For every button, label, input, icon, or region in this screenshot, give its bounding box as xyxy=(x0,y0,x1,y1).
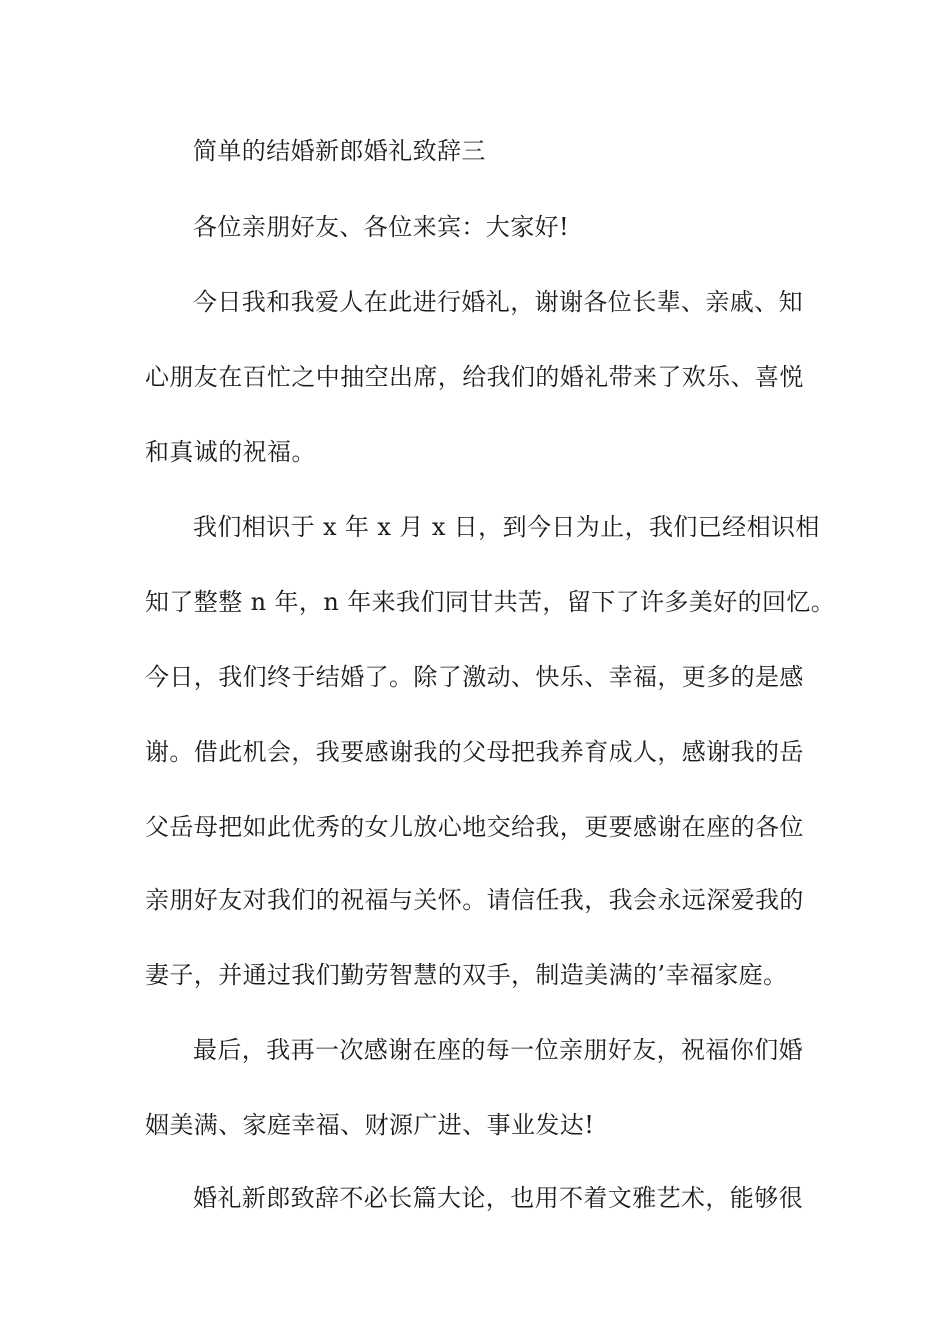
paragraph-line: 今日，我们终于结婚了。除了激动、快乐、幸福，更多的是感 xyxy=(145,663,804,691)
paragraph-line: 妻子，并通过我们勤劳智慧的双手，制造美满的’幸福家庭。 xyxy=(145,961,788,989)
paragraph-line: 姻美满、家庭幸福、财源广进、事业发达! xyxy=(145,1111,595,1139)
paragraph-line: 亲朋好友对我们的祝福与关怀。请信任我，我会永远深爱我的 xyxy=(145,886,804,914)
paragraph-line: 知了整整 n 年，n 年来我们同甘共苦，留下了许多美好的回忆。 xyxy=(145,588,836,616)
paragraph-line: 我们相识于 x 年 x 月 x 日，到今日为止，我们已经相识相 xyxy=(193,513,820,541)
paragraph-line: 婚礼新郎致辞不必长篇大论，也用不着文雅艺术，能够很 xyxy=(193,1184,803,1212)
paragraph-line: 父岳母把如此优秀的女儿放心地交给我，更要感谢在座的各位 xyxy=(145,813,804,841)
paragraph-line: 今日我和我爱人在此进行婚礼，谢谢各位长辈、亲戚、知 xyxy=(193,288,803,316)
paragraph-line: 心朋友在百忙之中抽空出席，给我们的婚礼带来了欢乐、喜悦 xyxy=(145,363,804,391)
paragraph-line: 谢。借此机会，我要感谢我的父母把我养育成人，感谢我的岳 xyxy=(145,738,804,766)
paragraph-line: 和真诚的祝福。 xyxy=(145,438,316,466)
paragraph-line: 最后，我再一次感谢在座的每一位亲朋好友，祝福你们婚 xyxy=(193,1036,803,1064)
greeting-line: 各位亲朋好友、各位来宾：大家好! xyxy=(193,213,570,241)
document-title: 简单的结婚新郎婚礼致辞三 xyxy=(193,137,486,165)
